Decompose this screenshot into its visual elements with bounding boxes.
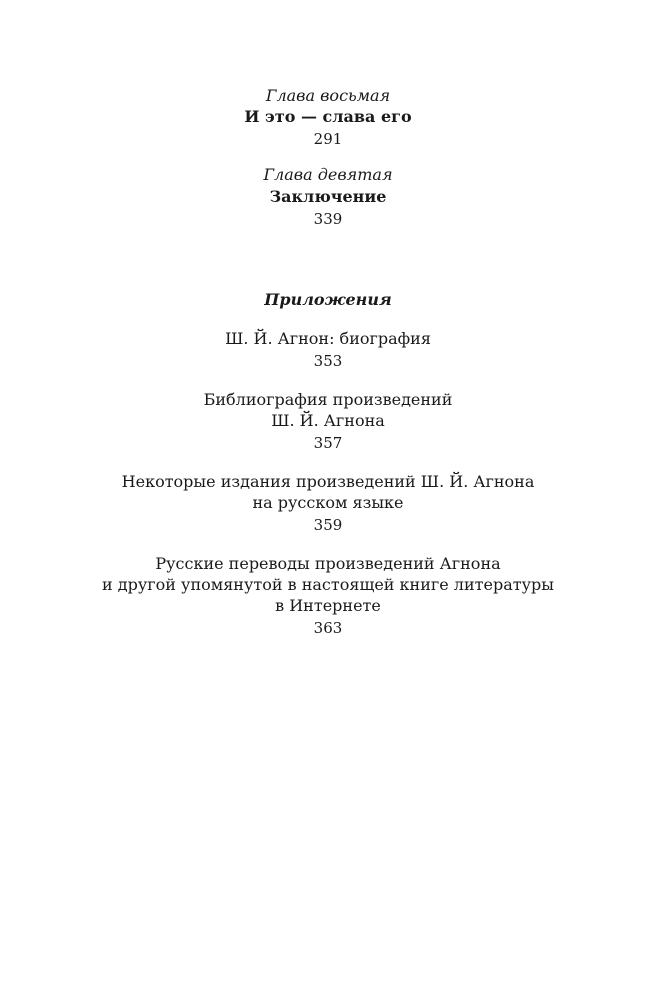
chapter-8-page: 291 — [313, 130, 343, 148]
appendix-4-page: 363 — [313, 619, 343, 637]
chapter-9-title: Заключение — [269, 187, 387, 206]
chapter-8-label: Глава восьмая — [265, 86, 391, 105]
appendix-2-title-line-2: Ш. Й. Агнона — [271, 411, 385, 430]
appendix-1-title-line-1: Ш. Й. Агнон: биография — [225, 329, 431, 348]
appendix-4-title-line-1: Русские переводы произведений Агнона — [155, 554, 501, 573]
appendix-2-page: 357 — [313, 434, 343, 452]
appendix-4-title-line-2: и другой упомянутой в настоящей книге литературы — [102, 575, 554, 594]
chapter-9-page: 339 — [313, 210, 343, 228]
appendices-heading: Приложения — [264, 290, 392, 309]
appendix-3-title-line-1: Некоторые издания произведений Ш. Й. Агнона — [121, 472, 535, 491]
appendix-4-title-line-3: в Интернете — [275, 596, 381, 615]
chapter-9-label: Глава девятая — [263, 165, 393, 184]
appendix-3-title-line-2: на русском языке — [252, 493, 404, 512]
appendix-1-page: 353 — [313, 352, 343, 370]
chapter-8-title: И это — слава его — [244, 107, 412, 126]
appendix-3-page: 359 — [313, 516, 343, 534]
appendix-2-title-line-1: Библиография произведений — [203, 390, 453, 409]
